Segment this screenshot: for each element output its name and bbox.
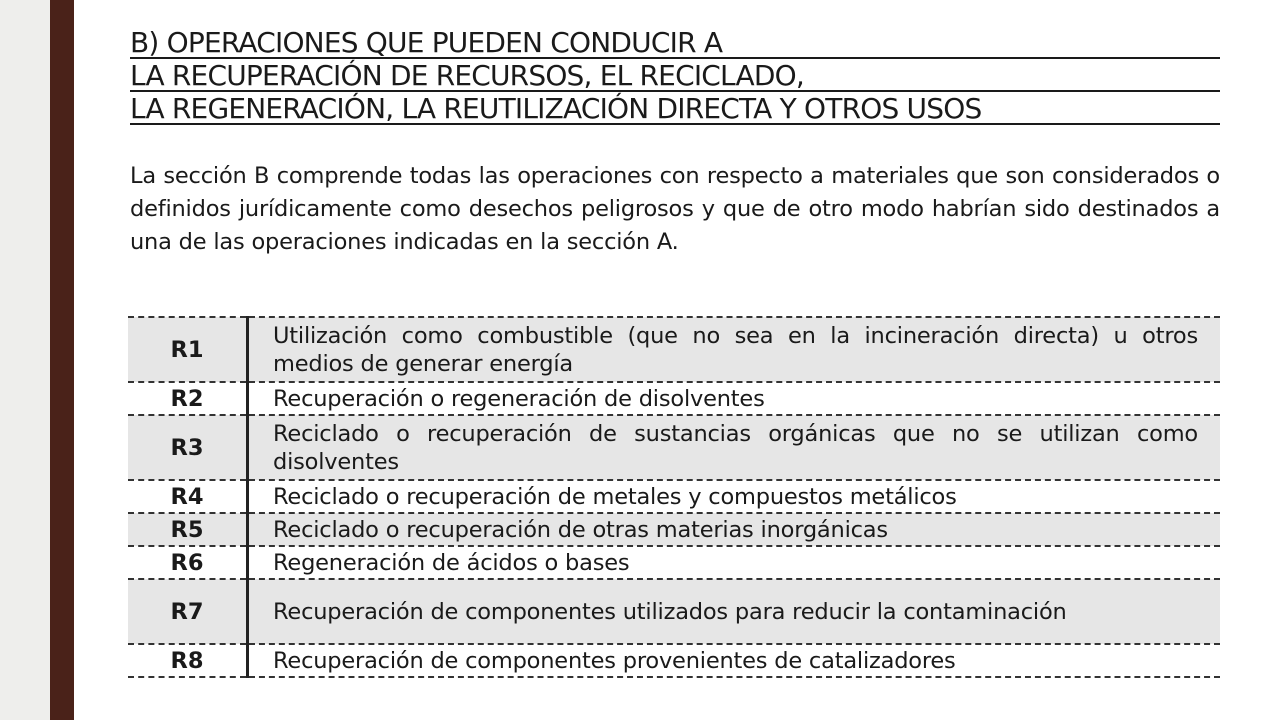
accent-bar [50, 0, 74, 720]
operation-description: Recuperación o regeneración de disolventes [273, 385, 765, 412]
operations-table [128, 316, 1220, 678]
operation-code: R4 [128, 480, 248, 513]
operation-description: Recuperación de componentes provenientes de catalizadores [273, 647, 956, 674]
table-row [128, 546, 1220, 579]
operation-code: R5 [128, 513, 248, 546]
operation-code: R2 [128, 382, 248, 415]
operation-description: Reciclado o recuperación de metales y compuestos metálicos [273, 483, 957, 510]
document-page [74, 0, 1280, 720]
heading-line-2: LA RECUPERACIÓN DE RECURSOS, EL RECICLADO, [130, 59, 1220, 92]
operation-code: R7 [128, 579, 248, 644]
operation-description: Regeneración de ácidos o bases [273, 549, 630, 576]
slide-margin [0, 0, 50, 720]
operation-code: R1 [128, 317, 248, 382]
heading-line-3: LA REGENERACIÓN, LA REUTILIZACIÓN DIRECTA Y OTROS USOS [130, 92, 1220, 125]
section-heading [130, 26, 1220, 125]
operation-code: R6 [128, 546, 248, 579]
operation-description: Utilización como combustible (que no sea en la incineración directa) u otros medios de generar energía [273, 322, 1198, 377]
table-row [128, 480, 1220, 513]
operation-code: R3 [128, 415, 248, 480]
intro-paragraph: La sección B comprende todas las operaciones con respecto a materiales que son considerados o definidos jurídicamente como desechos peligrosos y que de otro modo habrían sido destinados a una de las operaciones indicadas en la sección A. [130, 163, 1220, 255]
table-row [128, 579, 1220, 644]
table-row [128, 415, 1220, 480]
table-row [128, 644, 1220, 677]
table-row [128, 317, 1220, 382]
table-row [128, 382, 1220, 415]
operation-description: Recuperación de componentes utilizados para reducir la contaminación [273, 598, 1067, 625]
heading-line-1: B) OPERACIONES QUE PUEDEN CONDUCIR A [130, 26, 1220, 59]
operation-description: Reciclado o recuperación de otras materias inorgánicas [273, 516, 888, 543]
table-row [128, 513, 1220, 546]
operation-description: Reciclado o recuperación de sustancias orgánicas que no se utilizan como disolventes [273, 420, 1198, 475]
operation-code: R8 [128, 644, 248, 677]
